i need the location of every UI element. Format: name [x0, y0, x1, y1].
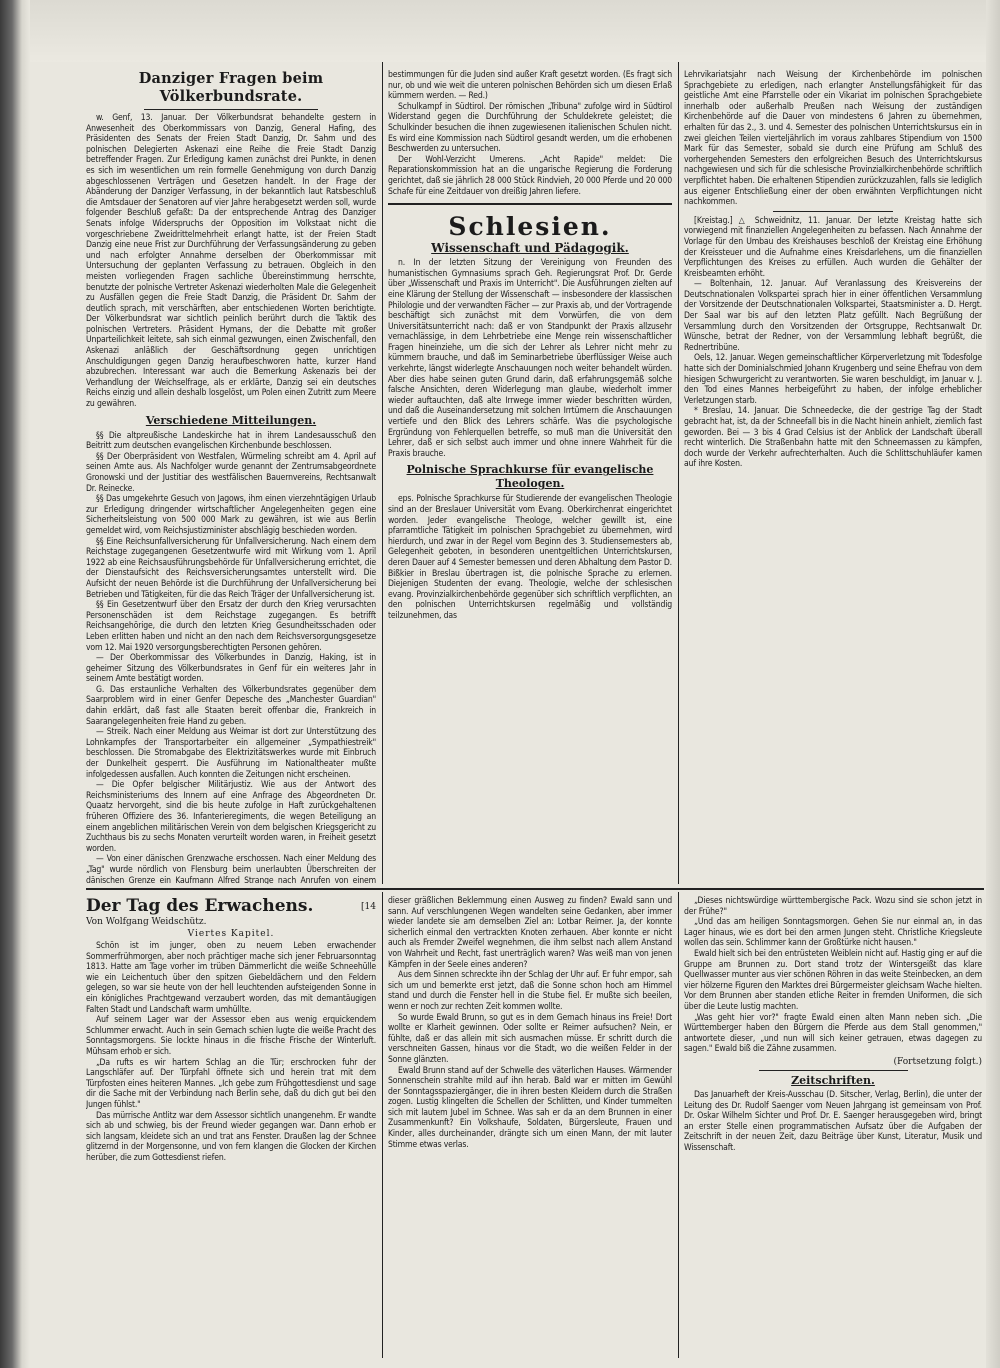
news-item: §§ Ein Gesetzentwurf über den Ersatz der durch den Krieg verursachten Personenschäden ist dem Reichstage zugegangen. Es betrifft Reichsangehörige, die durch den letzten Krieg Gesundheitsschaden oder Leben erlitten haben und nicht an den nach dem Reichsversorgungsgesetze vom 12. Mai 1920 versorgungsberechtigten Personen gehören. — [86, 600, 376, 653]
scan-right-edge — [986, 0, 1000, 1368]
news-item: Oels, 12. Januar. Wegen gemeinschaftlicher Körperverletzung mit Todesfolge hatte sich der Dominialschmied Johann Krugenberg und seine Ehefrau von dem hiesigen Schwurgericht zu verantworten. Sie waren beschuldigt, im Januar v. J. den Tod eines Mannes herbeigeführt zu haben, der infolge erheblicher Verletzungen starb. — [684, 353, 982, 406]
novel-byline: Von Wolfgang Weidschütz. — [86, 917, 207, 927]
novel-paragraph: Ewald hielt sich bei den entrüsteten Weiblein nicht auf. Hastig ging er auf die Gruppe am Brunnen zu. Dort stand trotz der Wintersgeißt das klare Quellwasser munter aus vier schönen Röhren in das weite Steinbecken, an dem vier hölzerne Figuren den Marktes drei Bürgermeister gleichsam Wache hielten. Vor dem Brunnen aber standen etliche Reiter in fremden Uniformen, die sich über die Leute lustig machten. — [684, 948, 982, 1012]
column-rule — [678, 62, 679, 884]
scan-edge-shadow — [0, 0, 30, 1368]
article-paragraph: Lehrvikariatsjahr nach Weisung der Kirchenbehörde im polnischen Sprachgebiete zu erledigen, nach erlangter Anstellungsfähigkeit für das geistliche Amt eine Pfarrstelle oder ein Vikariat im polnischen Sprachgebiete innerhalb oder außerhalb Preußen nach Weisung der zuständigen Kirchenbehörde auf die Dauer von mindestens 6 Jahren zu übernehmen, erhalten für das 2., 3. und 4. Semester des polnischen Unterrichtskursus ein in zwei gleichen Teilen vierteljährlich im voraus zahlbares Stipendium von 1500 Mark für das Semester, sobald sie durch eine Prüfung am Schluß des vorhergehenden Semesters den erfolgreichen Besuch des Unterrichtskursus nachgewiesen und sich für die schlesische Provinzialkirchenbehörde schriftlich verpflichtet haben. Die erhaltenen Stipendien zurückzuzahlen, falls sie lediglich aus eigener Entschließung einer der oben erwähnten Verpflichtungen nicht nachkommen. — [684, 70, 982, 208]
novel-paragraph: „Was geht hier vor?" fragte Ewald einen alten Mann neben sich. „Die Württemberger haben den Bürgern die Pferde aus dem Stall genommen," antwortete dieser, „und nun will sich keiner getrauen, etwas dagegen zu sagen." Ewald biß die Zähne zusammen. — [684, 1012, 982, 1055]
novel-paragraph: Schön ist im junger, oben zu neuem Leben erwachender Sommerfrühmorgen, aber noch prächtiger mache sich jener Februarsonntag 1813. Hatte am Tage vorher im trüben Dämmerlicht die weiße Schneehülle wie ein Leichentuch über den spitzen Giebeldächern und den Feldern gelegen, so war sie heute von der hell leuchtenden aufsteigenden Sonne in ein königliches Prachtgewand verzaubert worden, das mit demantäugigen Falten Stadt und Landschaft warm umhüllte. — [86, 941, 376, 1015]
novel-paragraph: Aus dem Sinnen schreckte ihn der Schlag der Uhr auf. Er fuhr empor, sah sich um und bemerkte erst jetzt, daß die Sonne schon hoch am Himmel stand und durch die Fenster hell in die Stube fiel. Er mußte sich beeilen, wenn er noch zur rechten Zeit kommen wollte. — [388, 970, 672, 1012]
feuilleton-column-1 — [86, 896, 376, 1356]
novel-paragraph: So wurde Ewald Brunn, so gut es in dem Gemach hinaus ins Freie! Dort wollte er Klarheit gewinnen. Oder sollte er Reimer aufsuchen? Nein, er fühlte, daß er das allein mit sich ausmachen müsse. Er schritt durch die verschneiten Gassen, hinaus vor die Stadt, wo die weißen Felder in der Sonne glänzten. — [388, 1012, 672, 1065]
news-item: — Die Opfer belgischer Militärjustiz. Wie aus der Antwort des Reichsministeriums des Innern auf eine Anfrage des Abgeordneten Dr. Quaatz hervorgeht, sind die bis heute zufolge in Haft zurückgehaltenen früheren Offiziere des 36. Infanterieregiments, die wegen Beteiligung an einem angeblichen militärischen Verein von dem belgischen Kriegsgericht zu Zuchthaus bis zu sechs Monaten verurteilt worden waren, in Freiheit gesetzt worden. — [86, 780, 376, 854]
news-item: §§ Eine Reichsunfallversicherung für Unfallversicherung. Nach einem dem Reichstage zugegangenen Gesetzentwurfe wird mit Wirkung vom 1. April 1922 ab eine Reichsausführungsbehörde für Unfallversicherung errichtet, die der Dienstaufsicht des Reichsversicherungsamtes unterstellt wird. Die Aufsicht der neuen Behörde ist die Durchführung der Unfallversicherung bei Betrieben und Tätigkeiten, für die das Reich Träger der Unfallversicherung ist. — [86, 536, 376, 600]
novel-paragraph: dieser gräßlichen Beklemmung einen Ausweg zu finden? Ewald sann und sann. Auf verschlungenen Wegen wandelten seine Gedanken, aber immer wieder landete sie am demselben Ziel an: Lotbar Reimer. Ja, der konnte sicherlich einmal den vertrackten Knoten zerhauen. Aber konnte er nicht auch als Fremder Zweifel wegnehmen, die ihm selbst nach allem Anstand von Wahrheit und Recht, fast unerträglich waren? Was weiß man von jenen Kämpfen in der Seele eines anderen? — [388, 896, 672, 970]
newspaper-page — [86, 62, 984, 1358]
column-rule — [382, 62, 383, 884]
continuation-note: (Fortsetzung folgt.) — [893, 1056, 982, 1067]
news-item: — Der Oberkommissar des Völkerbundes in Danzig, Haking, ist in geheimer Sitzung des Völkerbundsrates in Genf für ein weiteres Jahr in seinem Amte bestätigt worden. — [86, 653, 376, 685]
column-2 — [388, 70, 672, 884]
section-title-schlesien: Schlesien. — [448, 212, 612, 242]
novel-paragraph: „Und das am heiligen Sonntagsmorgen. Gehen Sie nur einmal an, in das Lager hinaus, wie es dort bei den armen Jungen steht. Christliche Kriegsleute wollen das sein. Schlimmer kann der Großtürke nicht hausen." — [684, 917, 982, 949]
novel-title: Der Tag des Erwachens. — [86, 896, 314, 916]
news-item: — Boltenhain, 12. Januar. Auf Veranlassung des Kreisvereins der Deutschnationalen Volkspartei sprach hier in einer öffentlichen Versammlung der Vorsitzende der Deutschnationalen Volkspartei, Staatsminister a. D. Hergt. Der Saal war bis auf den letzten Platz gefüllt. Nach Begrüßung der Versammlung durch den Vorsitzenden der Ortsgruppe, Rechtsanwalt Dr. Wünsche, betrat der Redner, von der Versammlung lebhaft begrüßt, die Rednertribüne. — [684, 279, 982, 353]
column-3 — [684, 70, 982, 884]
scan-top-margin — [30, 0, 1000, 62]
column-rule — [382, 892, 383, 1358]
news-item: * Breslau, 14. Januar. Die Schneedecke, die der gestrige Tag der Stadt gebracht hat, ist, da der Schneefall bis in die Nacht hinein anhielt, ziemlich fast geworden. Bei — 3 bis 4 Grad Celsius ist der Anblick der Landschaft überall recht winterlich. Die Straßenbahn hatte mit den Schneemassen zu kämpfen, doch wurde der Verkehr aufrechterhalten. Auch die Schlittschuhläufer kamen auf ihre Kosten. — [684, 406, 982, 470]
article-paragraph: Der Wohl-Verzicht Umerens. „Acht Rapide" meldet: Die Reparationskommission hat an die ungarische Regierung die Forderung gerichtet, daß sie jährlich 28 000 Stück Rindvieh, 20 000 Pferde und 20 000 Schafe für eine Zeitdauer von dreißig Jahren liefere. — [388, 154, 672, 197]
news-item: §§ Die altpreußische Landeskirche hat in ihrem Landesausschuß den Beitritt zum deutschen evangelischen Kirchenbunde beschlossen. — [86, 430, 376, 452]
novel-paragraph: „Da rufts es wir hartem Schlag an die Tür; erschrocken fuhr der Langschläfer auf. Der Türpfahl öffnete sich und herein trat mit dem Türpfosten eines heiteren Mannes. „Ich gebe zum Frühgottesdienst und sage dir die Sache mit der Verbindung nach Berlin sehe, daß du dich gut bei den Jungen fühlst." — [86, 1057, 376, 1110]
section-heading: Verschiedene Mitteilungen. — [145, 413, 317, 427]
news-item: [Kreistag.] △ Schweidnitz, 11. Januar. Der letzte Kreistag hatte sich vorwiegend mit finanziellen Angelegenheiten zu befassen. Nach Annahme der Vorlage für den Umbau des Kreishauses beschloß der Kreistag eine Erhöhung der Kreissteuer und die Aufnahme eines Kreisdarlehens, um die finanziellen Verpflichtungen des Kreises zu erfüllen. Auch wurden die Gehälter der Kreisbeamten erhöht. — [684, 215, 982, 279]
news-item: — Streik. Nach einer Meldung aus Weimar ist dort zur Unterstützung des Lohnkampfes der Transportarbeiter ein allgemeiner „Sympathiestreik" beschlossen. Die Stromabgabe des Elektrizitätswerkes wurde mit Einbruch der Dunkelheit gesperrt. Die Ausführung im Nationaltheater mußte infolgedessen ausfallen. Auch konnten die Zeitungen nicht erscheinen. — [86, 727, 376, 780]
article-paragraph: eps. Polnische Sprachkurse für Studierende der evangelischen Theologie sind an der Breslauer Universität vom Evang. Oberkirchenrat eingerichtet worden. Jeder evangelische Theologe, welcher gewillt ist, eine pfarramtliche Tätigkeit im polnischen Sprachgebiet zu übernehmen, wird hierdurch, und zwar in der Regel vom Beginn des 3. Studiensemesters ab, Gelegenheit geboten, in besonderen unentgeltlichen Unterrichtskursen, deren Dauer auf 4 Semester bemessen und deren Abhaltung dem Pastor D. Bißkier in Breslau übertragen ist, die polnische Sprache zu erlernen. Diejenigen Studenten der evang. Theologie, welche der schlesischen evang. Provinzialkirchenbehörde gegenüber sich schriftlich verpflichten, an den polnischen Unterrichtskursen regelmäßig und vollständig teilzunehmen, das — [388, 494, 672, 621]
novel-paragraph: Auf seinem Lager war der Assessor eben aus wenig erquickendem Schlummer erwacht. Auch in sein Gemach schien lugte die weiße Pracht des Sonntagsmorgens. Sie lockte hinaus in die frische Frische der Winterluft. Mühsam erhob er sich. — [86, 1015, 376, 1057]
novel-paragraph: Das mürrische Antlitz war dem Assessor sichtlich unangenehm. Er wandte sich ab und schwieg, bis der Freund wieder gegangen war. Dann erhob er sich langsam, kleidete sich an und trat ans Fenster. Draußen lag der Schnee glitzernd in der Morgensonne, und von fern klangen die Glocken der Kirchen herüber, die zum Gottesdienst riefen. — [86, 1110, 376, 1163]
title-underline — [144, 109, 318, 110]
novel-paragraph: „Dieses nichtswürdige württembergische Pack. Wozu sind sie schon jetzt in der Frühe?" — [684, 896, 982, 917]
article-paragraph: Schulkampf in Südtirol. Der römischen „Tribuna" zufolge wird in Südtirol Widerstand gegen die Durchführung der Schuldekrete geleistet; die Schulkinder besuchen die ihnen zugewiesenen italienischen Schulen nicht. Es wird eine Kommission nach Südtirol gesandt werden, um die erhobenen Beschwerden zu untersuchen. — [388, 101, 672, 155]
section-heading: Zeitschriften. — [791, 1073, 875, 1087]
news-item: — Von einer dänischen Grenzwache erschossen. Nach einer Meldung des „Tag" wurde nördlich von Flensburg beim unerlaubten Überschreiten der dänischen Grenze ein Kaufmann Alfred Strange nach Anrufen von einem — [86, 854, 376, 884]
article-paragraph: n. In der letzten Sitzung der Vereinigung von Freunden des humanistischen Gymnasiums sprach Geh. Regierungsrat Prof. Dr. Gerde über „Wissenschaft und Praxis im Unterricht". Die Ausführungen zielten auf eine Klärung der Stellung der Wissenschaft — insbesondere der klassischen Philologie und der verwandten Fächer — zur Praxis ab, und der Vortragende beschäftigt sich zunächst mit dem Vorwürfen, die von dem Universitätsunterricht nach: daß er von Standpunkt der Praxis allzusehr vernachlässige, in dem Lehrbetriebe eine Menge rein wissenschaftlicher Fragen hineinziehe, um die sich der Lehrer als Lehrer nicht mehr zu kümmern brauche, und daß im Seminarbetriebe überflüssiger Weise auch verkehrte, längst widerlegte Anschauungen noch weiter behandelt würden. Aber dies habe seinen guten Grund darin, daß erfahrungsgemäß solche falsche Ansichten, deren Widerlegung man glaube, wiederholt immer wieder auftauchten, daß alte Irrwege immer wieder beschritten würden, und daß die Auseinandersetzung mit solchen Irrtümern die Anschauungen vertiefe und den Blick des Lehrers schärfe. Was die psychologische Ergründung von Fehlerquellen betreffe, so muß man die Universität den Lehrer, daß er sich selbst auch immer und ohne innere Wahrheit für die Praxis brauche. — [388, 258, 672, 459]
chapter-heading: Viertes Kapitel. — [187, 929, 275, 939]
novel-paragraph: Ewald Brunn stand auf der Schwelle des väterlichen Hauses. Wärmender Sonnenschein strahlte mild auf ihn herab. Bald war er mitten im Gewühl der Sonntagsspaziergänger, die in ihren besten Kleidern durch die Straßen zogen. Lustig klingelten die Schellen der Schlitten, und Kinder tummelten sich mit lautem Jubel im Schnee. Was sah er da an dem Brunnen in einer Zusammenkunft? Ein Volkshaufe, Soldaten, Bürgersleute, Frauen und Kinder, alles durcheinander, drängte sich um einen Mann, der mit lauter Stimme etwas verlas. — [388, 1065, 672, 1150]
article-paragraph: Das Januarheft der Kreis-Ausschau (D. Sitscher, Verlag, Berlin), die unter der Leitung des Dr. Rudolf Saenger vom Neuen Jahrgang ist gemeinsam von Prof. Dr. Oskar Wilhelm Sichter und Prof. Dr. E. Saenger herausgegeben wird, bringt an erster Stelle einen programmatischen Aufsatz über die Aufgaben der Zeitschrift in der neuen Zeit, dazu Beiträge über Kunst, Literatur, Musik und Wissenschaft. — [684, 1089, 982, 1153]
article-paragraph: w. Genf, 13. Januar. Der Völkerbundsrat behandelte gestern in Anwesenheit des Oberkommissars von Danzig, General Hafing, des Präsidenten des Senats der Freien Stadt Danzig, Dr. Sahm und des polnischen Delegierten Askenazi eine Reihe die Freie Stadt Danzig betreffender Fragen. Zur Erledigung kamen zunächst drei Punkte, in denen es sich im wesentlichen um rein formelle Genehmigung von durch Danzig abgeschlossenen Verträgen und Gesetzen handelt. In der Frage der Abänderung der Danziger Verfassung, in der bekanntlich laut Ratsbeschluß die Amtsdauer der Senatoren auf vier Jahre herabgesetzt werden soll, wurde folgender Beschluß gefaßt: Da der entsprechende Antrag des Danziger Senats infolge Widerspruchs der Opposition im Volkstaat nicht die vorgeschriebene Zweidrittelmehrheit erlangt hatte, ist der Freien Stadt Danzig eine neue Frist zur Durchführung der Verfassungsänderung zu geben und nach erfolgter Annahme derselben der Oberkommissar mit Untersuchung der geplanten Verfassung zu betrauen. Obgleich in den meisten vorliegenden Fragen sachliche Übereinstimmung herrschte, benutzte der polnische Vertreter Askenazi wiederholten Male die Gelegenheit zu Ausfällen gegen die Freie Stadt Danzig, die Präsident Dr. Sahm der deutlich sprach, mit verschärften, aber entschiedenen Worten berichtigte. Der Völkerbundsrat war sichtlich peinlich berührt durch die Taktik des polnischen Vertreters. Präsident Hymans, der die Debatte mit großer Unparteilichkeit leitete, sah sich einmal gezwungen, einen Zwischenfall, den Askenazi anläßlich der Geschäftsordnung gegen unrichtigen Anschuldigungen gegen Danzig heraufbeschworen hatte, kurzer Hand abzubrechen. Interessant war auch die Bemerkung Askenazis bei der Verhandlung der Weichselfrage, als er erklärte, Danzig sei ein deutsches Reichs einzig und allein deshalb losgelöst, um Polen einen Zutritt zum Meere zu gewähren. — [86, 113, 376, 410]
feuilleton-column-2 — [388, 896, 672, 1356]
feuilleton-separator — [86, 888, 984, 890]
column-1 — [86, 70, 376, 884]
article-paragraph: bestimmungen für die Juden sind außer Kraft gesetzt worden. (Es fragt sich nur, ob und wie weit die unteren polnischen Behörden sich um diesen Erlaß kümmern werden. — Red.) — [388, 70, 672, 102]
section-heading: Wissenschaft und Pädagogik. — [431, 241, 629, 256]
news-item: G. Das erstaunliche Verhalten des Völkerbundsrates gegenüber dem Saarproblem wird in einer Genfer Depesche des „Manchester Guardian" dahin erklärt, daß fast alle Staaten bereit offenbar die, Frankreich in Saarangelegenheiten freie Hand zu geben. — [86, 684, 376, 727]
news-item: §§ Das umgekehrte Gesuch von Jagows, ihm einen vierzehntägigen Urlaub zur Erledigung dringender wirtschaftlicher Angelegenheiten gegen eine Sicherheitsleistung von 500 000 Mark zu gewähren, ist wie aus Berlin gemeldet wird, vom Reichsjustizminister abschlägig beschieden worden. — [86, 494, 376, 536]
news-item: §§ Der Oberpräsident von Westfalen, Würmeling schreibt am 4. April auf seinen Amte aus. Als Nachfolger wurde genannt der Zentrumsabgeordnete Gronowski und der Justitiar des westfälischen Bauernvereins, Rechtsanwalt Dr. Reinecke. — [86, 451, 376, 494]
section-heading: Polnische Sprachkurse für evangelische Theologen. — [406, 463, 654, 491]
feuilleton-column-3 — [684, 896, 982, 1356]
column-rule — [678, 892, 679, 1358]
installment-number: [14 — [361, 902, 376, 912]
article-title: Danziger Fragen beim Völkerbundsrate. — [138, 70, 324, 105]
